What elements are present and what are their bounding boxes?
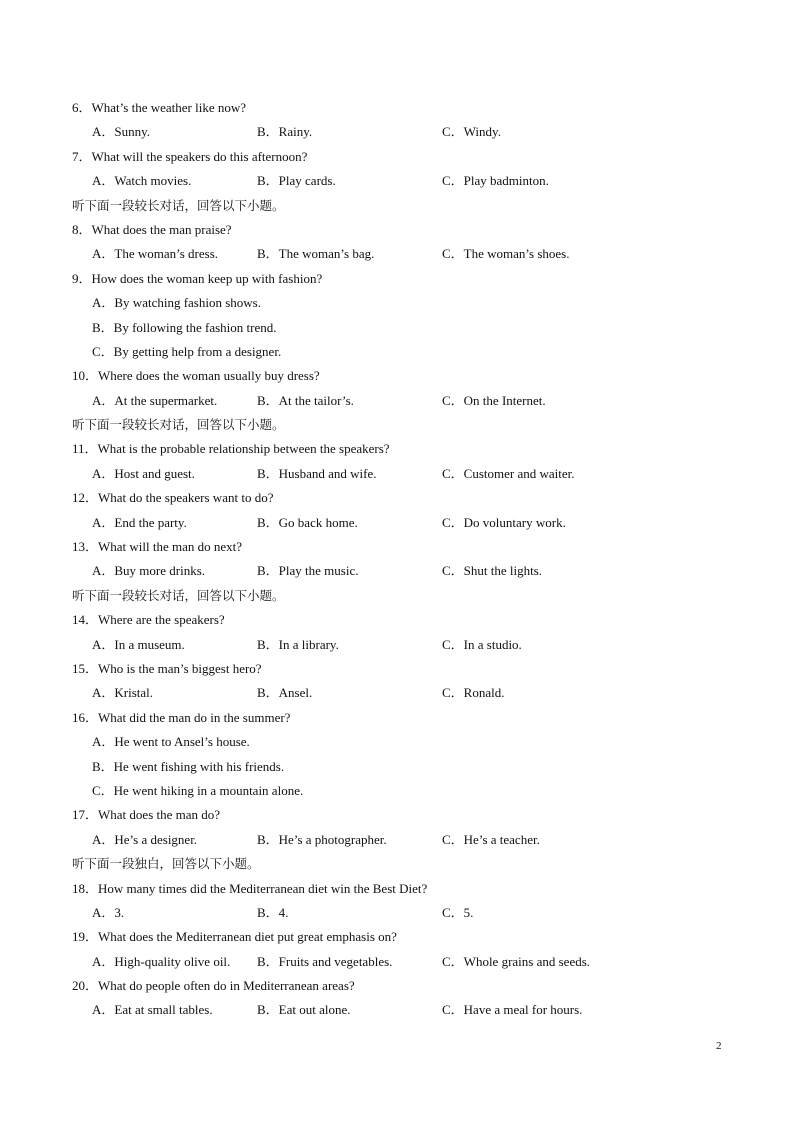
answer-option-b: B．At the tailor’s. [257,392,354,408]
answer-option-a: A．Buy more drinks. [92,563,206,579]
question-number: 8． [72,221,92,237]
answer-options [72,901,732,925]
answer-option-a: A．Host and guest. [92,465,195,481]
answer-option-c: C．Customer and waiter. [442,465,575,481]
answer-option-b: B．Eat out alone. [257,1002,351,1018]
question-number: 17． [72,807,99,823]
answer-option-a: A．In a museum. [92,636,185,652]
answer-option-b: B．Play the music. [257,563,359,579]
question-text: What’s the weather like now? [91,100,247,115]
answer-option-a: A．Eat at small tables. [92,1002,213,1018]
answer-option-c: C．By getting help from a designer. [92,343,282,359]
answer-options [72,242,732,266]
question-number: 6． [72,100,92,115]
answer-option-b: B．In a library. [257,636,339,652]
question-stem [72,486,732,510]
question-number: 9． [72,270,92,286]
question-text: What do the speakers want to do? [98,490,274,506]
answer-option-c: C．He went hiking in a mountain alone. [92,782,304,798]
answer-option-a: A．The woman’s dress. [92,246,219,262]
question-text: What did the man do in the summer? [98,709,291,725]
answer-options [72,120,732,144]
question-number: 18． [72,880,99,896]
answer-option-b: B．Play cards. [257,173,336,189]
question-number: 11． [72,441,98,457]
answer-option-c: C．Shut the lights. [442,563,543,579]
page-number: 2 [716,1040,722,1052]
question-text: What will the speakers do this afternoon? [91,148,308,164]
answer-options [72,511,732,535]
answer-option-a: A．High-quality olive oil. [92,953,231,969]
question-text: How many times did the Mediterranean diet win the Best Diet? [98,880,428,896]
answer-options [72,998,732,1022]
question-number: 14． [72,612,99,628]
question-number: 20． [72,978,99,994]
question-number: 15． [72,660,99,676]
answer-option-b: B．4. [257,904,289,920]
answer-option-b: B．He’s a photographer. [257,831,387,847]
question-stem [72,608,732,632]
question-number: 19． [72,929,99,945]
answer-option-a: A．End the party. [92,514,187,530]
question-text: What does the man do? [98,807,221,823]
answer-options [72,633,732,657]
answer-option-a: A．Sunny. [92,124,151,140]
answer-option-c: C．He’s a teacher. [442,831,540,847]
question-stem [72,145,732,169]
answer-options [72,389,732,413]
question-number: 10． [72,368,99,384]
answer-options [72,462,732,486]
section-instruction: 听下面一段较长对话，回答以下小题。 [72,417,285,433]
question-stem [72,974,732,998]
answer-option-b: B．Husband and wife. [257,465,377,481]
question-number: 16． [72,709,99,725]
section-instruction: 听下面一段独白，回答以下小题。 [72,856,260,872]
answer-option-c: C．Play badminton. [442,173,549,189]
question-stem [72,267,732,291]
answer-options [72,559,732,583]
answer-option-c: C．Whole grains and seeds. [442,953,591,969]
question-number: 12． [72,490,99,506]
answer-option-b: B．Go back home. [257,514,358,530]
answer-option-c: C．Ronald. [442,685,505,701]
answer-options [72,950,732,974]
answer-option-c: C．5. [442,904,474,920]
answer-options [72,169,732,193]
answer-options [72,681,732,705]
question-number: 13． [72,539,99,555]
question-stem [72,218,732,242]
question-text: What is the probable relationship between the speakers? [97,441,390,457]
answer-options [72,828,732,852]
answer-option-c: C．In a studio. [442,636,522,652]
answer-option-a: A．At the supermarket. [92,392,218,408]
answer-option-a: A．He went to Ansel’s house. [92,734,250,750]
question-text: What does the Mediterranean diet put great emphasis on? [98,929,397,945]
answer-option-b: B．The woman’s bag. [257,246,375,262]
section-instruction: 听下面一段较长对话，回答以下小题。 [72,587,285,603]
question-text: Where does the woman usually buy dress? [98,368,320,384]
question-stem [72,657,732,681]
answer-option-b: B．By following the fashion trend. [92,319,277,335]
question-text: Who is the man’s biggest hero? [98,660,262,676]
question-stem [72,706,732,730]
question-text: How does the woman keep up with fashion? [91,270,323,286]
answer-option-c: C．Do voluntary work. [442,514,566,530]
question-stem [72,96,732,120]
question-text: Where are the speakers? [98,612,225,628]
answer-option-c: C．The woman’s shoes. [442,246,570,262]
answer-option-c: C．On the Internet. [442,392,546,408]
question-stem [72,535,732,559]
answer-option-a: A．Kristal. [92,685,154,701]
answer-option-a: A．3. [92,904,125,920]
answer-option-b: B．Rainy. [257,124,313,140]
answer-option-a: A．By watching fashion shows. [92,295,261,311]
answer-option-a: A．He’s a designer. [92,831,198,847]
question-stem [72,437,732,461]
question-list [72,96,732,1023]
answer-option-b: B．Fruits and vegetables. [257,953,393,969]
question-stem [72,877,732,901]
question-stem [72,364,732,388]
answer-option-b: B．He went fishing with his friends. [92,758,285,774]
question-number: 7． [72,148,92,164]
answer-option-b: B．Ansel. [257,685,313,701]
question-text: What does the man praise? [91,221,232,237]
answer-option-c: C．Windy. [442,124,501,140]
section-instruction: 听下面一段较长对话，回答以下小题。 [72,197,285,213]
question-stem [72,803,732,827]
question-text: What do people often do in Mediterranean areas? [98,978,355,994]
answer-option-c: C．Have a meal for hours. [442,1002,583,1018]
answer-option-a: A．Watch movies. [92,173,192,189]
question-stem [72,925,732,949]
question-text: What will the man do next? [98,539,243,555]
